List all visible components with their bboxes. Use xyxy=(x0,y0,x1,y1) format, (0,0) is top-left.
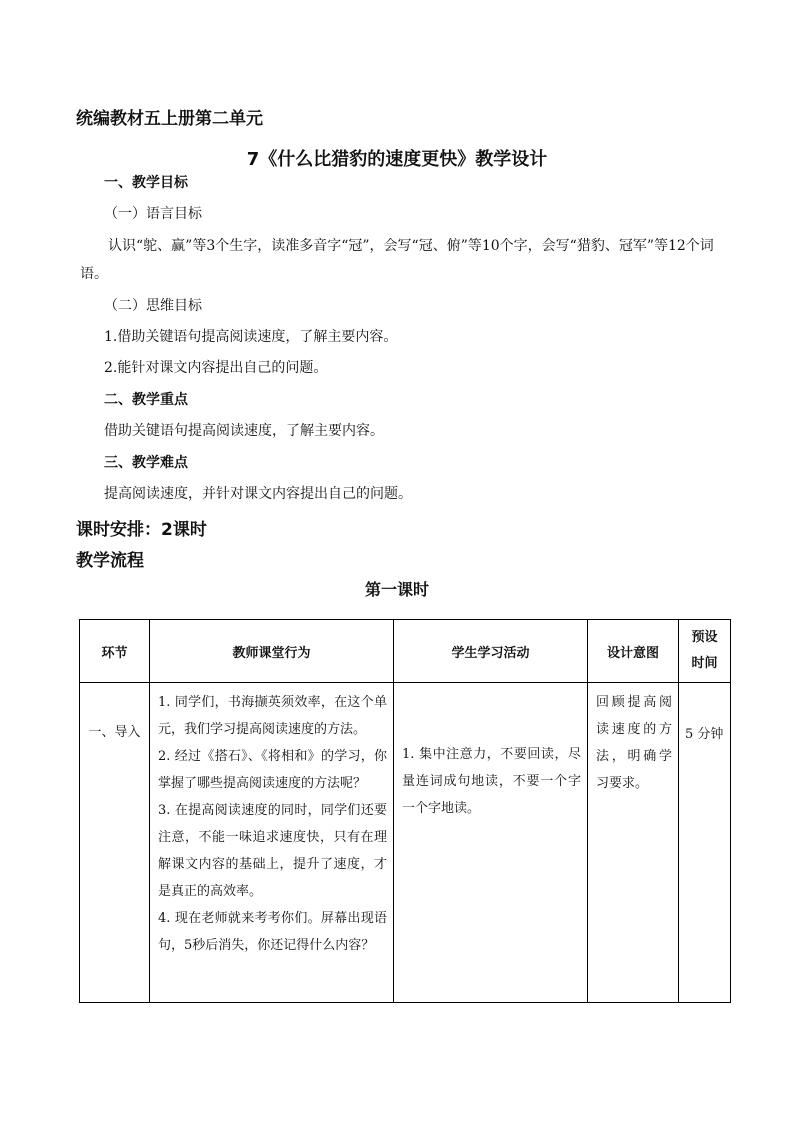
header-student: 学生学习活动 xyxy=(394,620,588,683)
header-intent: 设计意图 xyxy=(588,620,679,683)
teacher-cell xyxy=(150,683,394,1003)
header-time-line1: 预设 xyxy=(691,630,718,645)
teaching-flow-table xyxy=(79,619,731,1003)
thinking-goal-2: 2.能针对课文内容提出自己的问题。 xyxy=(104,360,328,376)
teacher-item: 4. 现在老师就来考考你们。屏幕出现语句，5秒后消失，你还记得什么内容？ xyxy=(158,911,387,953)
section-heading-key-points: 二、教学重点 xyxy=(104,392,188,408)
header-stage: 环节 xyxy=(80,620,150,683)
header-teacher: 教师课堂行为 xyxy=(150,620,394,683)
table-row xyxy=(80,683,731,1003)
schedule-heading: 课时安排：2课时 xyxy=(76,520,207,540)
process-heading: 教学流程 xyxy=(76,551,144,571)
table-header-row xyxy=(80,620,731,683)
student-activity: 1. 集中注意力，不要回读，尽量连词成句地读，不要一个字一个字地读。 xyxy=(402,747,581,816)
design-intent: 回顾提高阅读速度的方法，明确学习要求。 xyxy=(596,695,672,791)
student-cell xyxy=(394,683,588,1003)
teacher-item: 2. 经过《搭石》、《将相和》的学习，你掌握了哪些提高阅读速度的方法呢？ xyxy=(158,749,387,791)
lesson-heading: 第一课时 xyxy=(364,580,429,599)
subheading-language: （一）语言目标 xyxy=(104,206,202,222)
time-value: 5 分钟 xyxy=(685,727,724,742)
teacher-item: 3. 在提高阅读速度的同时，同学们还要注意，不能一味追求速度快，只有在理解课文内容的基础上，提升了速度，才是真正的高效率。 xyxy=(158,803,387,899)
document-title: 7《什么比猎豹的速度更快》教学设计 xyxy=(246,149,548,170)
stage-label: 一、导入 xyxy=(88,725,141,740)
language-goal-text: 认识“鸵、赢”等3个生字，读准多音字“冠”，会写“冠、俯”等10个字，会写“猎豹、冠军”等12个词语。 xyxy=(80,238,714,282)
intent-cell xyxy=(588,683,679,1003)
subheading-thinking: （二）思维目标 xyxy=(104,298,202,314)
header-time xyxy=(679,620,731,683)
header-time-line2: 时间 xyxy=(691,656,718,671)
teacher-item: 1. 同学们，书海撷英须效率，在这个单元，我们学习提高阅读速度的方法。 xyxy=(158,695,387,737)
section-heading-objectives: 一、教学目标 xyxy=(104,175,188,191)
teacher-activities xyxy=(150,683,393,965)
key-points-text: 借助关键语句提高阅读速度，了解主要内容。 xyxy=(104,423,384,439)
section-heading-difficulties: 三、教学难点 xyxy=(104,455,188,471)
time-cell xyxy=(679,683,731,1003)
stage-cell xyxy=(80,683,150,1003)
thinking-goal-1: 1.借助关键语句提高阅读速度，了解主要内容。 xyxy=(104,329,398,345)
difficulties-text: 提高阅读速度，并针对课文内容提出自己的问题。 xyxy=(104,486,412,502)
textbook-header: 统编教材五上册第二单元 xyxy=(76,109,263,129)
